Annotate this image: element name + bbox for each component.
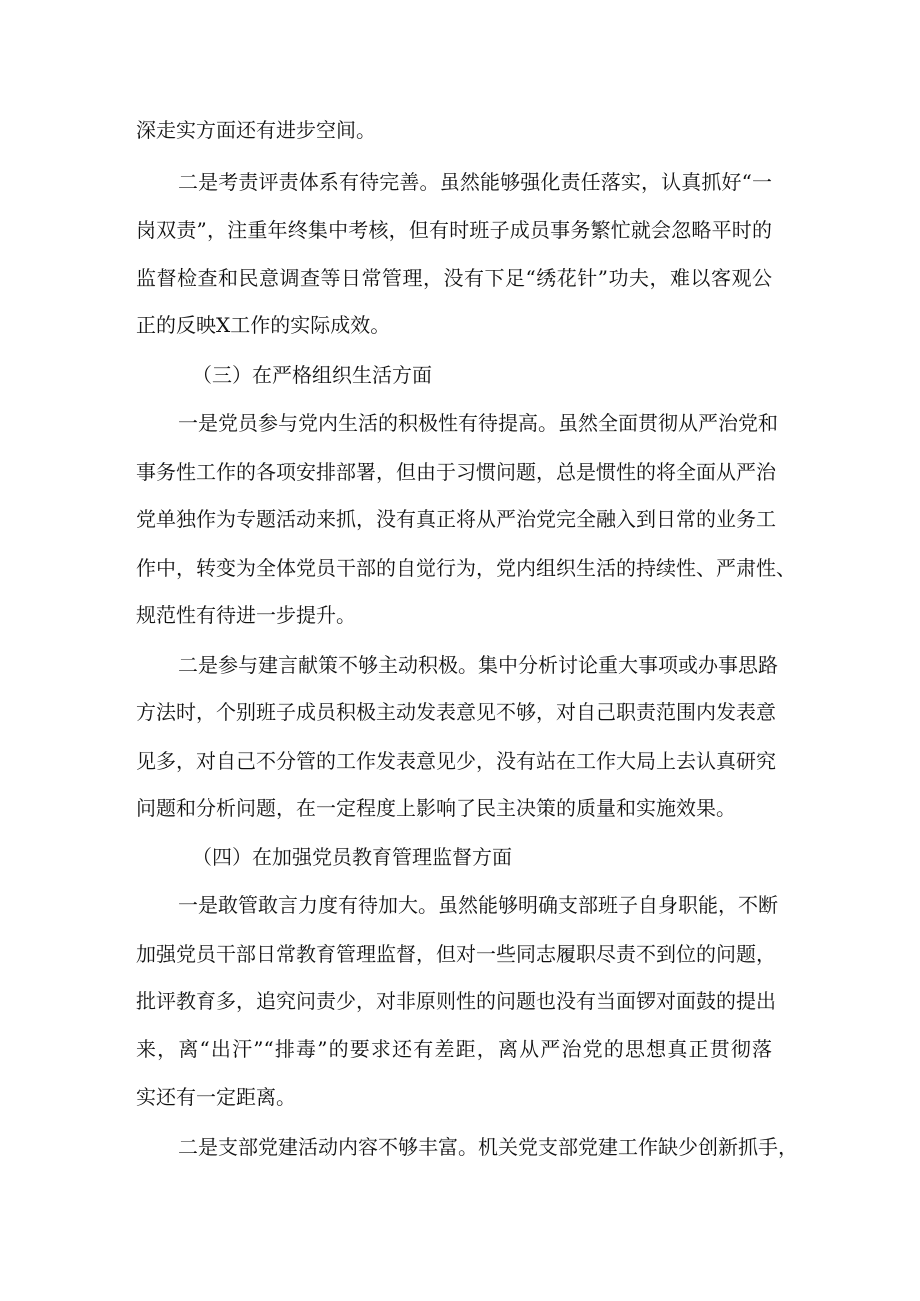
- text-line: 正的反映X工作的实际成效。: [136, 313, 391, 337]
- text-line: 批评教育多，追究问责少，对非原则性的问题也没有当面锣对面鼓的提出: [136, 989, 776, 1013]
- text-line: 见多，对自己不分管的工作发表意见少，没有站在工作大局上去认真研究: [136, 749, 776, 773]
- text-line: 党单独作为专题活动来抓，没有真正将从严治党完全融入到日常的业务工: [136, 507, 776, 531]
- text-line: 来，离“出汗”“排毒”的要求还有差距，离从严治党的思想真正贯彻落: [136, 1037, 772, 1061]
- text-line: 加强党员干部日常教育管理监督，但对一些同志履职尽责不到位的问题，: [136, 942, 776, 966]
- text-line: 事务性工作的各项安排部署，但由于习惯问题，总是惯性的将全面从严治: [136, 460, 776, 484]
- text-line: 监督检查和民意调查等日常管理，没有下足“绣花针”功夫，难以客观公: [136, 266, 772, 290]
- paragraph-first-line: 二是参与建言献策不够主动积极。集中分析讨论重大事项或办事思路: [178, 653, 778, 677]
- text-line: 深走实方面还有进步空间。: [136, 118, 376, 142]
- paragraph-first-line: 一是党员参与党内生活的积极性有待提高。虽然全面贯彻从严治党和: [178, 411, 778, 435]
- text-line: 实还有一定距离。: [136, 1085, 296, 1109]
- text-line: 岗双责”，注重年终集中考核，但有时班子成员事务繁忙就会忽略平时的: [136, 218, 772, 242]
- text-line: 规范性有待进一步提升。: [136, 603, 356, 627]
- text-line: 作中，转变为全体党员干部的自觉行为，党内组织生活的持续性、严肃性、: [136, 556, 796, 580]
- section-heading: （四）在加强党员教育管理监督方面: [192, 845, 512, 869]
- section-heading: （三）在严格组织生活方面: [192, 363, 432, 387]
- text-line: 方法时，个别班子成员积极主动发表意见不够，对自己职责范围内发表意: [136, 700, 776, 724]
- paragraph-first-line: 二是支部党建活动内容不够丰富。机关党支部党建工作缺少创新抓手，: [178, 1135, 798, 1159]
- text-line: 问题和分析问题，在一定程度上影响了民主决策的质量和实施效果。: [136, 796, 736, 820]
- paragraph-first-line: 一是敢管敢言力度有待加大。虽然能够明确支部班子自身职能，不断: [178, 893, 778, 917]
- paragraph-first-line: 二是考责评责体系有待完善。虽然能够强化责任落实，认真抓好“一: [178, 170, 772, 194]
